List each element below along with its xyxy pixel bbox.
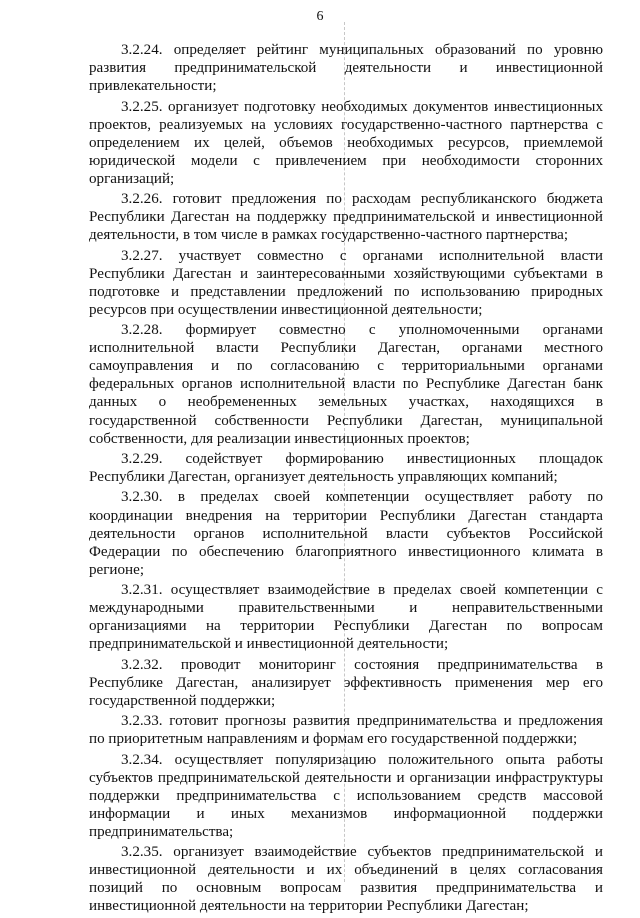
paragraph-3-2-35: 3.2.35. организует взаимодействие субъектов предпринимательской и инвестиционной деятельности и их объединений в целях согласования позиций по основным вопросам развития предпринимательства и инвестиционной деятельности на территории Республики Дагестан; [89, 844, 603, 915]
paragraph-3-2-27: 3.2.27. участвует совместно с органами исполнительной власти Республики Дагестан и заинтересованными хозяйствующими субъектами в подготовке и представлении предложений по использованию природных ресурсов при осуществлении инвестиционной деятельности; [89, 247, 603, 318]
paragraph-3-2-29: 3.2.29. содействует формированию инвестиционных площадок Республики Дагестан, организует деятельность управляющих компаний; [89, 450, 603, 486]
paragraph-3-2-28: 3.2.28. формирует совместно с уполномоченными органами исполнительной власти Республики Дагестан, органами местного самоуправления и по согласованию с территориальными органами федеральных органов исполнительной власти по Республике Дагестан банк данных о необремененных земельных участках, находящихся в государственной собственности Республики Дагестан, муниципальной собственности, для реализации инвестиционных проектов; [89, 322, 603, 447]
page-number: 6 [316, 9, 324, 24]
paragraph-3-2-33: 3.2.33. готовит прогнозы развития предпринимательства и предложения по приоритетным направлениям и формам его государственной поддержки; [89, 713, 603, 748]
paragraph-3-2-30: 3.2.30. в пределах своей компетенции осуществляет работу по координации внедрения на территории Республики Дагестан стандарта деятельности органов исполнительной власти субъектов Российской Федерации по обеспечению благоприятного инвестиционного климата в регионе; [89, 489, 603, 578]
paragraph-3-2-26: 3.2.26. готовит предложения по расходам республиканского бюджета Республики Дагестан на поддержку предпринимательской и инвестиционной деятельности, в том числе в рамках государственно-частного партнерства; [89, 191, 603, 244]
paragraph-3-2-31: 3.2.31. осуществляет взаимодействие в пределах своей компетенции с международными правительственными и неправительственными организациями на территории Республики Дагестан по вопросам предпринимательской и инвестиционной деятельности; [89, 582, 603, 653]
paragraph-3-2-24: 3.2.24. определяет рейтинг муниципальных образований по уровню развития предпринимательской деятельности и инвестиционной привлекательности; [89, 42, 603, 95]
paragraph-3-2-25: 3.2.25. организует подготовку необходимых документов инвестиционных проектов, реализуемых на условиях государственно-частного партнерства с определением их целей, объемов необходимых ресурсов, приемлемой юридической модели с привлечением при необходимости сторонних организаций; [89, 98, 603, 187]
paragraph-3-2-34: 3.2.34. осуществляет популяризацию положительного опыта работы субъектов предпринимательской деятельности и организации инфраструктуры поддержки предпринимательства с использованием средств массовой информации и иных механизмов информационной поддержки предпринимательства; [89, 751, 603, 840]
paragraph-3-2-32: 3.2.32. проводит мониторинг состояния предпринимательства в Республике Дагестан, анализирует эффективность применения мер его государственной поддержки; [89, 656, 603, 709]
document-body [89, 41, 603, 918]
